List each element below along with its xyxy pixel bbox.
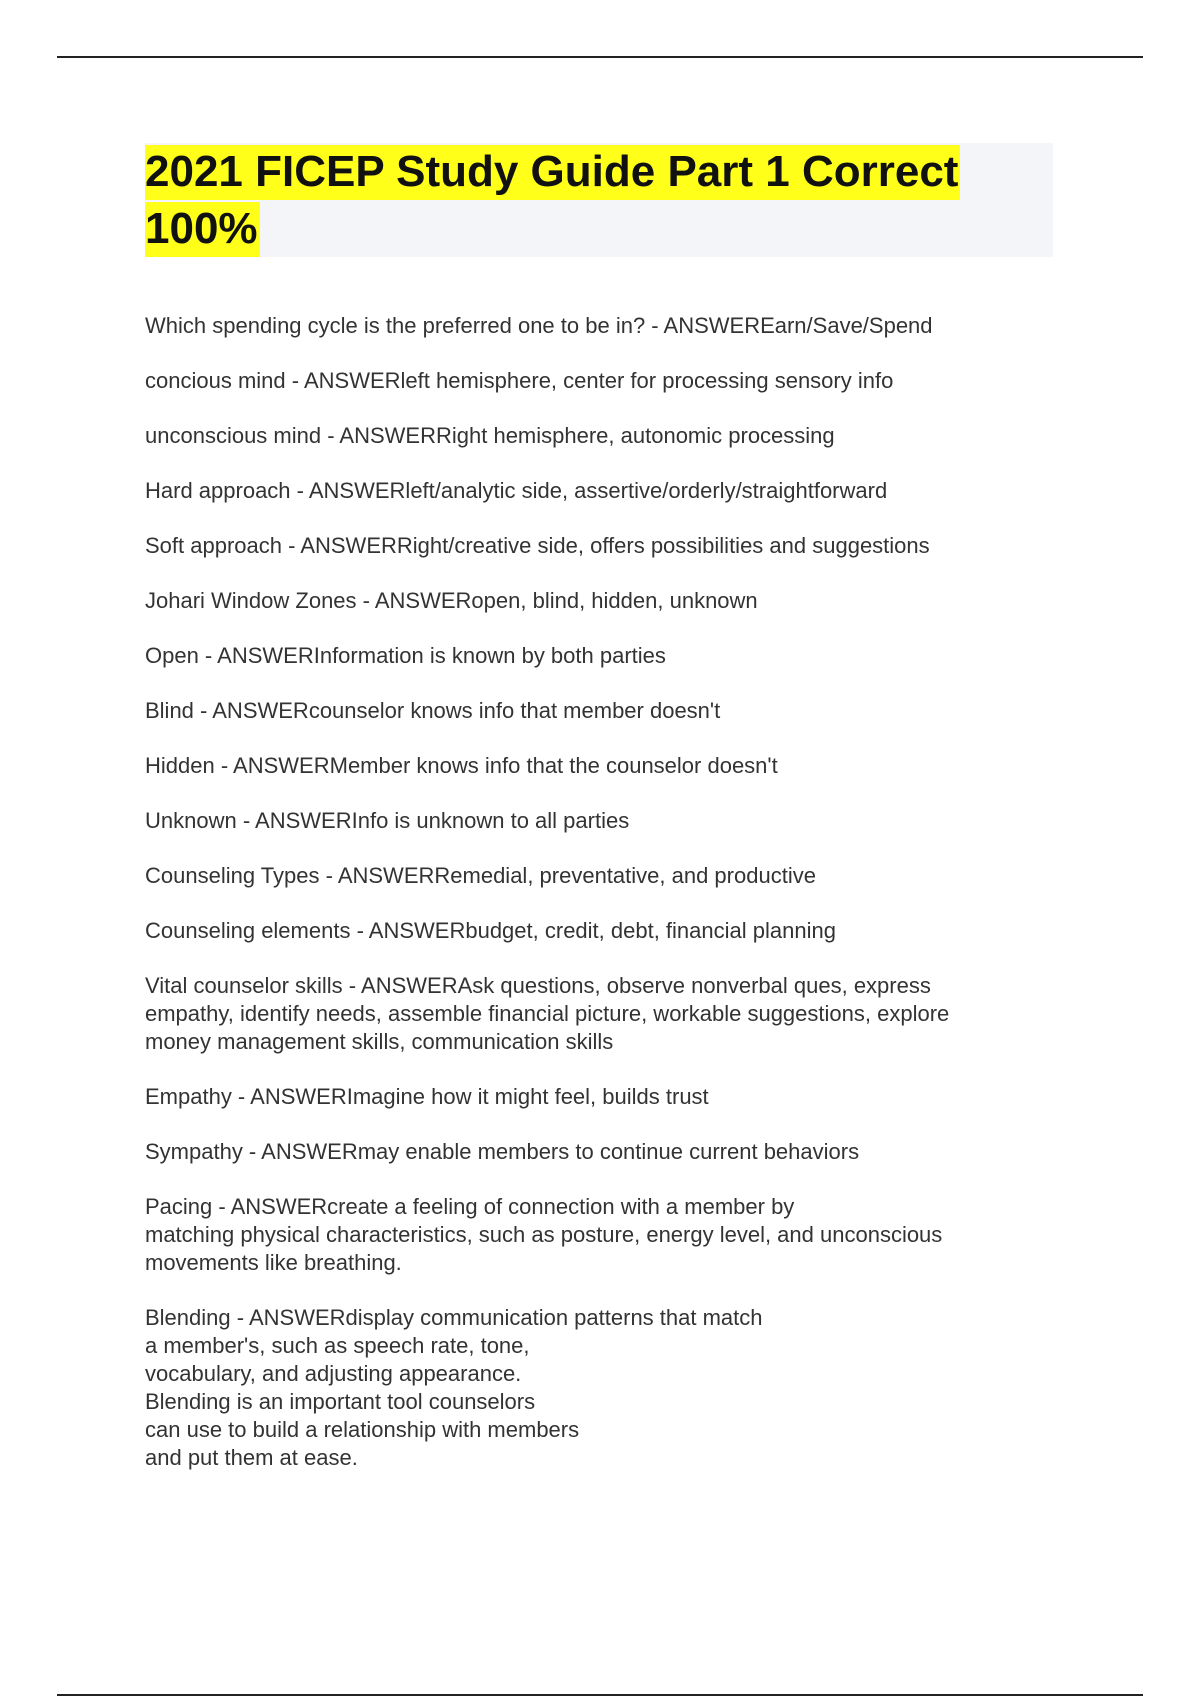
qa-item: Empathy - ANSWERImagine how it might feel, builds trust [145,1084,709,1109]
qa-item: Johari Window Zones - ANSWERopen, blind, hidden, unknown [145,588,758,613]
qa-item: Unknown - ANSWERInfo is unknown to all parties [145,808,630,833]
qa-item: Vital counselor skills - ANSWERAsk questions, observe nonverbal ques, express empathy, identify needs, assemble financial picture, workable suggestions, explore money management skills, communication skills [145,973,950,1054]
qa-item: Blind - ANSWERcounselor knows info that member doesn't [145,698,721,723]
qa-item: Open - ANSWERInformation is known by both parties [145,643,666,668]
qa-item: Counseling Types - ANSWERRemedial, preventative, and productive [145,863,816,888]
page-title [145,143,1053,257]
qa-item: Blending - ANSWERdisplay communication patterns that match a member's, such as speech rate, tone, vocabulary, and adjusting appearance. Blending is an important tool counselors can use to build a relationship with members and put them at ease. [145,1305,763,1470]
title-highlight: 2021 FICEP Study Guide Part 1 Correct 100% [145,145,960,257]
qa-item: unconscious mind - ANSWERRight hemisphere, autonomic processing [145,423,835,448]
qa-list [145,312,1065,1499]
qa-item: Hard approach - ANSWERleft/analytic side, assertive/orderly/straightforward [145,478,888,503]
qa-item: Counseling elements - ANSWERbudget, credit, debt, financial planning [145,918,836,943]
top-rule [57,56,1143,58]
title-block [145,143,1053,257]
qa-item: Sympathy - ANSWERmay enable members to continue current behaviors [145,1139,860,1164]
bottom-rule [57,1694,1143,1696]
qa-item: concious mind - ANSWERleft hemisphere, center for processing sensory info [145,368,894,393]
qa-item: Hidden - ANSWERMember knows info that the counselor doesn't [145,753,778,778]
qa-item: Soft approach - ANSWERRight/creative side, offers possibilities and suggestions [145,533,930,558]
qa-item: Which spending cycle is the preferred one to be in? - ANSWEREarn/Save/Spend [145,313,933,338]
qa-item: Pacing - ANSWERcreate a feeling of connection with a member by matching physical characteristics, such as posture, energy level, and unconscious movements like breathing. [145,1194,943,1275]
